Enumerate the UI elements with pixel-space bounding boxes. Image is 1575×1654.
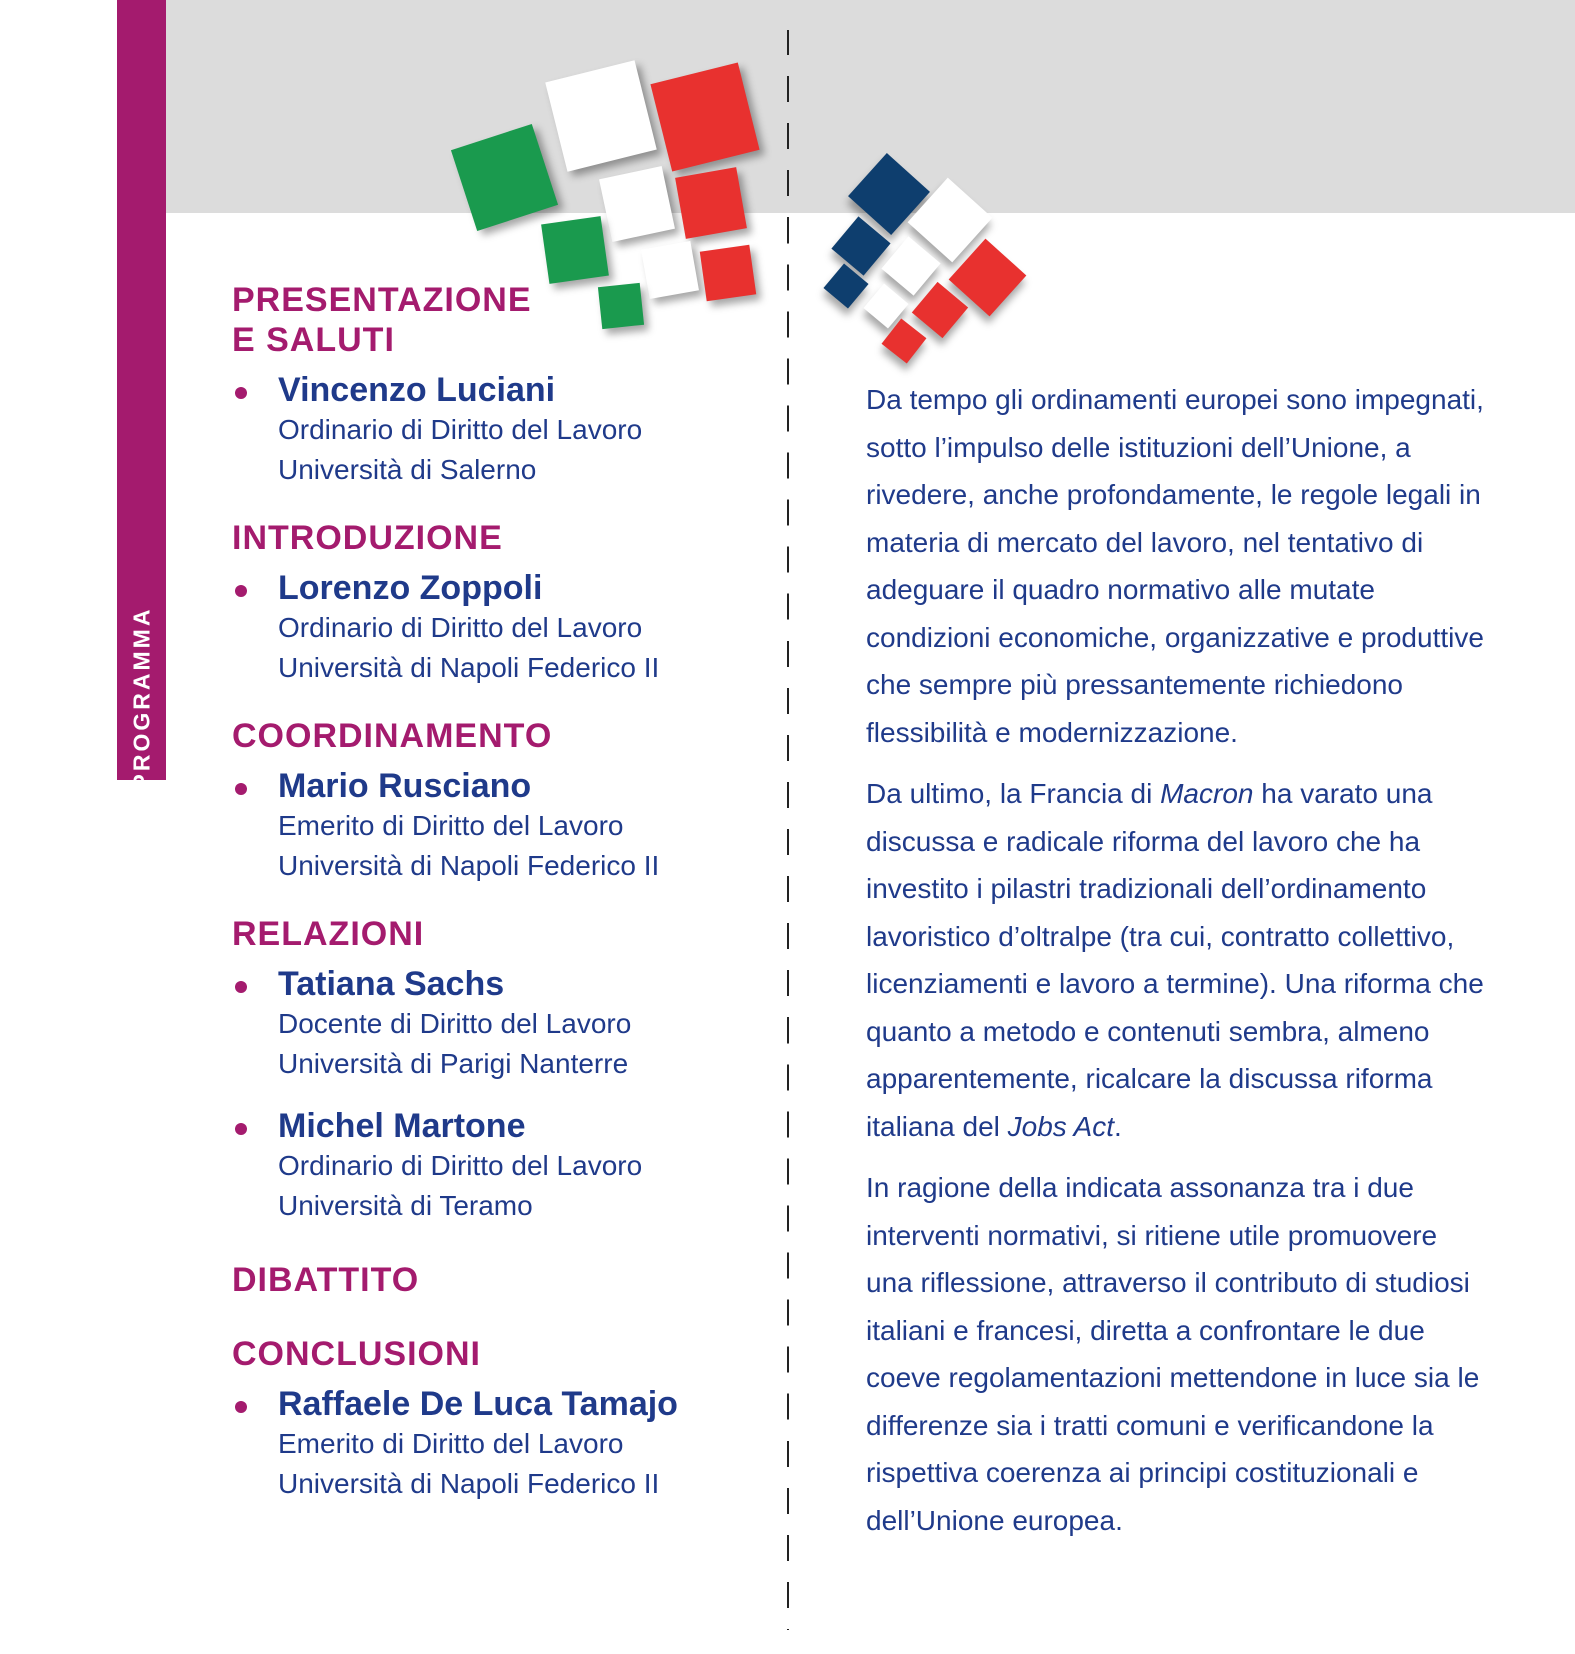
jobs-act-italic: Jobs Act — [1007, 1110, 1114, 1142]
speaker-item — [232, 964, 752, 1084]
section-title: INTRODUZIONE — [232, 519, 503, 557]
speaker-item — [232, 766, 752, 886]
speaker-item — [232, 1384, 752, 1504]
paragraph-1: Da tempo gli ordinamenti europei sono impegnati, sotto l’impulso delle istituzioni dell’Unione, a rivedere, anche profondamente, le regole legali in materia di mercato del lavoro, nel tentativo di adeguare il quadro normativo alle mutate condizioni economiche, organizzative e produttive che sempre più pressantemente richiedono flessibilità e modernizzazione. — [866, 384, 1484, 748]
speaker-university: Università di Napoli Federico II — [278, 652, 660, 683]
speaker-role: Ordinario di Diritto del Lavoro — [278, 414, 643, 445]
red-square-large — [650, 62, 759, 171]
speaker-role: Emerito di Diritto del Lavoro — [278, 810, 624, 841]
french-flag-squares — [820, 150, 1050, 370]
section-conclusioni — [232, 1334, 752, 1504]
bullet-icon — [235, 1401, 247, 1413]
white-square-mid — [599, 166, 675, 242]
white-square-large — [545, 60, 657, 172]
paragraph-2-part-a: Da ultimo, la Francia di — [866, 778, 1161, 809]
speaker-university: Università di Salerno — [278, 454, 537, 485]
bullet-icon — [235, 981, 247, 993]
fold-divider — [787, 30, 789, 1630]
speaker-item — [232, 1106, 752, 1226]
section-title: COORDINAMENTO — [232, 717, 553, 755]
speaker-name: Raffaele De Luca Tamajo — [278, 1385, 678, 1423]
section-title: CONCLUSIONI — [232, 1335, 481, 1373]
side-tab-label: PROGRAMMA — [128, 606, 155, 790]
paragraph-2-part-b: ha varato una discussa e radicale riforma del lavoro che ha investito i pilastri tradizionali dell’ordinamento lavoristico d’oltralpe (tra cui, contratto collettivo, licenziamenti e lavoro a termine). Una riforma che quanto a metodo e contenuti sembra, almeno apparentemente, ricalcare la discussa riforma italiana del — [866, 778, 1484, 1142]
speaker-name: Mario Rusciano — [278, 767, 532, 805]
bullet-icon — [235, 783, 247, 795]
speaker-role: Emerito di Diritto del Lavoro — [278, 1428, 624, 1459]
section-relazioni — [232, 914, 752, 1226]
speaker-name: Tatiana Sachs — [278, 965, 505, 1003]
bullet-icon — [235, 387, 247, 399]
green-square-mid — [541, 216, 609, 284]
section-dibattito — [232, 1260, 752, 1300]
speaker-name: Vincenzo Luciani — [278, 371, 556, 409]
speaker-item — [232, 370, 752, 490]
paragraph-2-part-c: . — [1114, 1110, 1122, 1142]
program-list — [232, 280, 752, 1532]
speaker-name: Lorenzo Zoppoli — [278, 569, 543, 607]
speaker-name: Michel Martone — [278, 1107, 526, 1145]
green-square-large — [451, 124, 558, 231]
speaker-university: Università di Napoli Federico II — [278, 1468, 660, 1499]
speaker-university: Università di Napoli Federico II — [278, 850, 660, 881]
speaker-item — [232, 568, 752, 688]
speaker-university: Università di Teramo — [278, 1190, 533, 1221]
section-title: DIBATTITO — [232, 1261, 420, 1299]
speaker-role: Ordinario di Diritto del Lavoro — [278, 612, 643, 643]
section-title: RELAZIONI — [232, 915, 425, 953]
description-text — [866, 376, 1486, 1558]
section-introduzione — [232, 518, 752, 688]
paragraph-3: In ragione della indicata assonanza tra i due interventi normativi, si ritiene utile promuovere una riflessione, attraverso il contributo di studiosi italiani e francesi, diretta a confrontare le due coeve regolamentazioni mettendone in luce sia le differenze sia i tratti comuni e verificandone la rispettiva coerenza ai principi costituzionali e dell’Unione europea. — [866, 1172, 1480, 1536]
bullet-icon — [235, 585, 247, 597]
section-coordinamento — [232, 716, 752, 886]
section-presentazione — [232, 280, 752, 490]
section-title: PRESENTAZIONE E SALUTI — [232, 281, 532, 359]
speaker-role: Docente di Diritto del Lavoro — [278, 1008, 632, 1039]
bullet-icon — [235, 1123, 247, 1135]
red-square-mid — [675, 167, 747, 239]
macron-italic: Macron — [1160, 778, 1254, 809]
paragraph-2 — [866, 770, 1486, 1150]
speaker-university: Università di Parigi Nanterre — [278, 1048, 629, 1079]
speaker-role: Ordinario di Diritto del Lavoro — [278, 1150, 643, 1181]
